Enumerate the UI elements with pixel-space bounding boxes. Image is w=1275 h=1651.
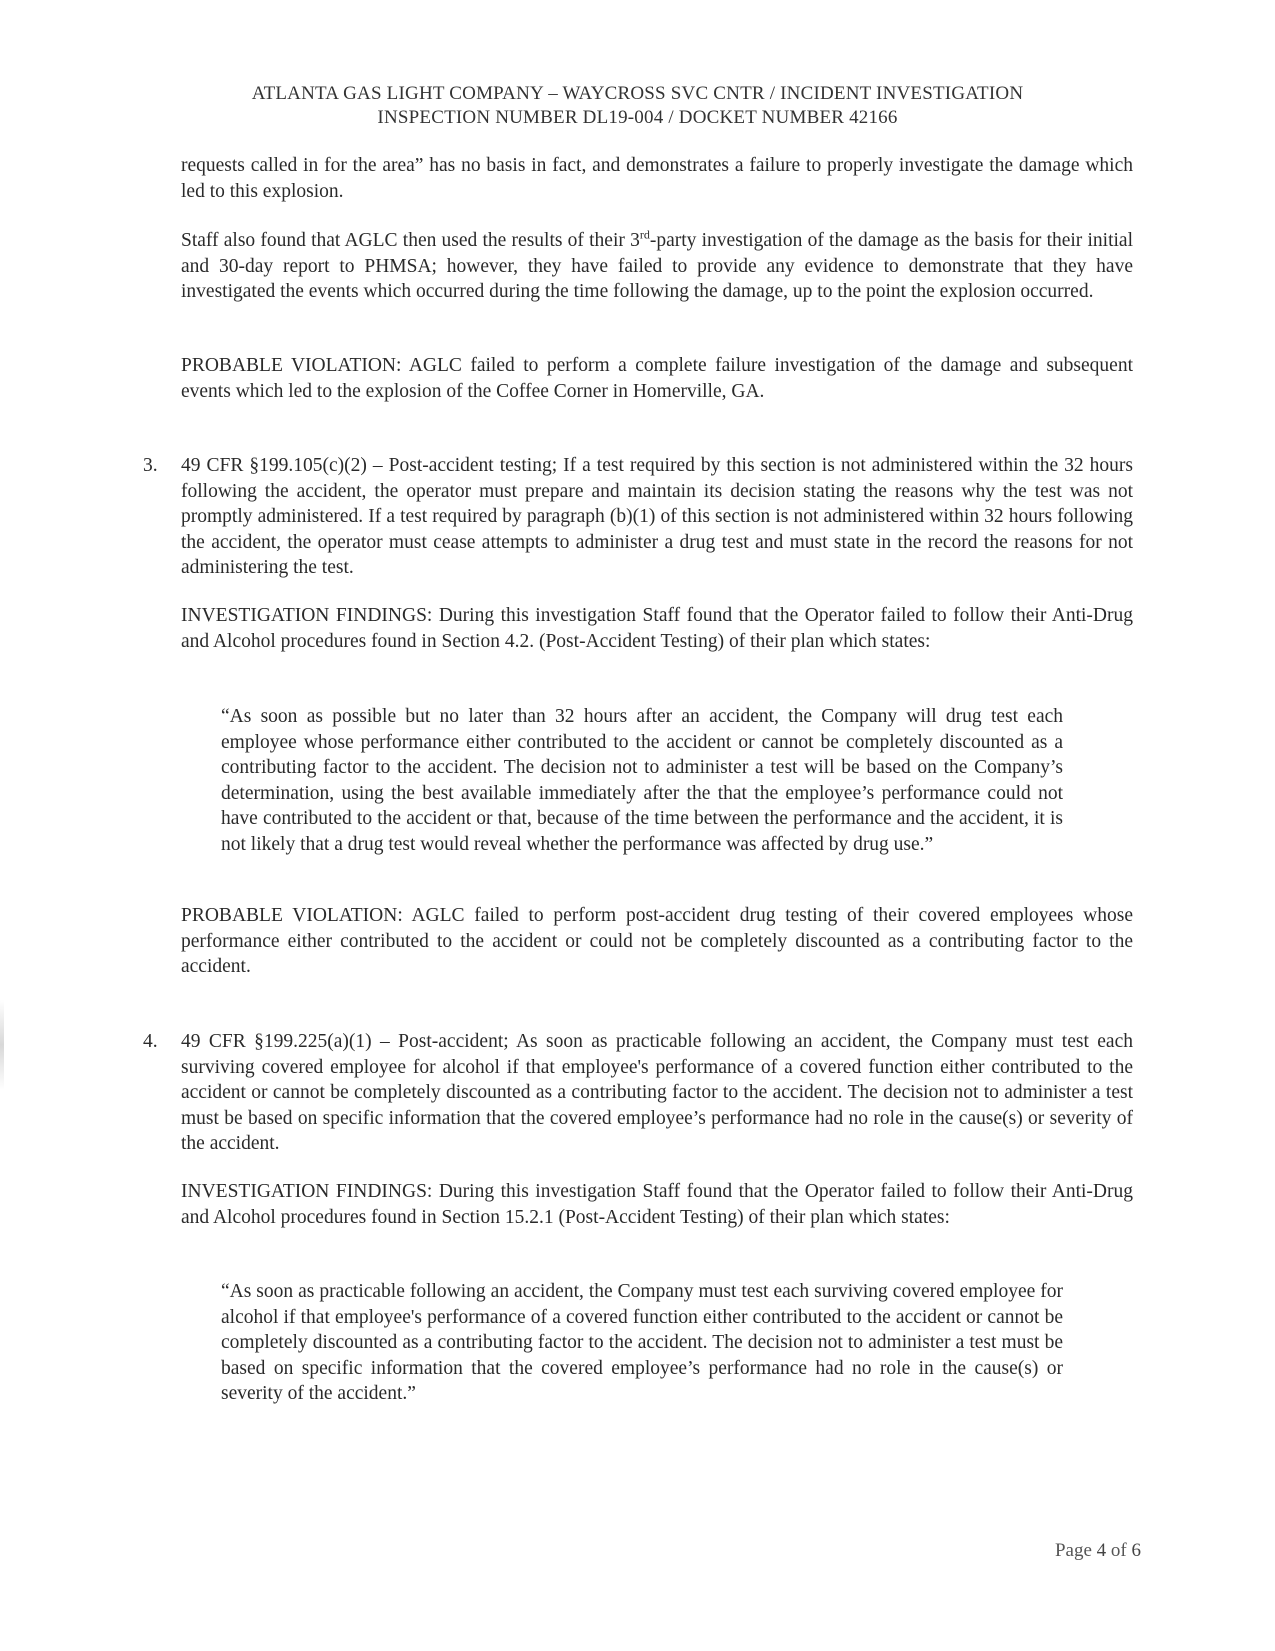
paragraph-continued: requests called in for the area” has no basis in fact, and demonstrates a failure to properly investigate the damage which led to this explosion. — [181, 155, 1133, 202]
header-subtitle: INSPECTION NUMBER DL19-004 / DOCKET NUMBER 42166 — [377, 107, 898, 128]
item-number-3: 3. — [143, 455, 158, 476]
investigation-findings-3: INVESTIGATION FINDINGS: During this investigation Staff found that the Operator failed to follow their Anti-Drug and Alcohol procedures found in Section 4.2. (Post-Accident Testing) of their plan which states: — [181, 605, 1133, 652]
page-number — [1055, 1540, 1141, 1562]
regulation-item-3: 49 CFR §199.105(c)(2) – Post-accident testing; If a test required by this section is not administered within the 32 hours following the accident, the operator must prepare and maintain its decision stating the reasons why the test was not promptly administered. If a test required by paragraph (b)(1) of this section is not administered within 32 hours following the accident, the operator must cease attempts to administer a drug test and must state in the record the reasons for not administering the test. — [181, 455, 1133, 579]
paragraph-staff-finding — [181, 228, 1133, 305]
page-label: Page — [1054, 1540, 1092, 1561]
header-title: ATLANTA GAS LIGHT COMPANY – WAYCROSS SVC CNTR / INCIDENT INVESTIGATION — [251, 83, 1024, 104]
quoted-procedure-3: “As soon as possible but no later than 32 hours after an accident, the Company will drug test each employee whose performance either contributed to the accident or cannot be completely discounted as a contributing factor to the accident. The decision not to administer a test will be based on the Company’s determination, using the best available immediately after the that the employee’s performance could not have contributed to the accident or that, because of the time between the performance and the accident, it is not likely that a drug test would reveal whether the performance was affected by drug use.” — [221, 706, 1063, 855]
scan-edge-mark — [0, 1000, 4, 1090]
staff-finding-text-end: -party investigation of the damage as the basis for their initial and 30-day report to PHMSA; however, they have failed to provide any evidence to demonstrate that they have investigated the events which occurred during the time following the damage, up to the point the explosion occurred. — [181, 230, 1134, 303]
page-of: of — [1110, 1540, 1127, 1561]
page-total: 6 — [1131, 1540, 1141, 1561]
staff-finding-text-start: Staff also found that AGLC then used the results of their 3 — [181, 230, 640, 251]
ordinal-superscript: rd — [639, 227, 650, 242]
page-current: 4 — [1096, 1540, 1107, 1561]
regulation-item-4: 49 CFR §199.225(a)(1) – Post-accident; As soon as practicable following an accident, the Company must test each surviving covered employee for alcohol if that employee's performance of a covered function either contributed to the accident or cannot be completely discounted as a contributing factor to the accident. The decision not to administer a test must be based on specific information that the covered employee’s performance had no role in the cause(s) or severity of the accident. — [181, 1031, 1133, 1155]
probable-violation-3: PROBABLE VIOLATION: AGLC failed to perform post-accident drug testing of their covered employees whose performance either contributed to the accident or could not be completely discounted as a contributing factor to the accident. — [181, 905, 1133, 978]
probable-violation-2: PROBABLE VIOLATION: AGLC failed to perform a complete failure investigation of the damage and subsequent events which led to the explosion of the Coffee Corner in Homerville, GA. — [181, 355, 1133, 402]
item-number-4: 4. — [143, 1031, 158, 1052]
quoted-procedure-4: “As soon as practicable following an accident, the Company must test each surviving covered employee for alcohol if that employee's performance of a covered function either contributed to the accident or cannot be completely discounted as a contributing factor to the accident. The decision not to administer a test must be based on specific information that the covered employee’s performance had no role in the cause(s) or severity of the accident.” — [221, 1281, 1063, 1405]
investigation-findings-4: INVESTIGATION FINDINGS: During this investigation Staff found that the Operator failed to follow their Anti-Drug and Alcohol procedures found in Section 15.2.1 (Post-Accident Testing) of their plan which states: — [181, 1181, 1133, 1228]
